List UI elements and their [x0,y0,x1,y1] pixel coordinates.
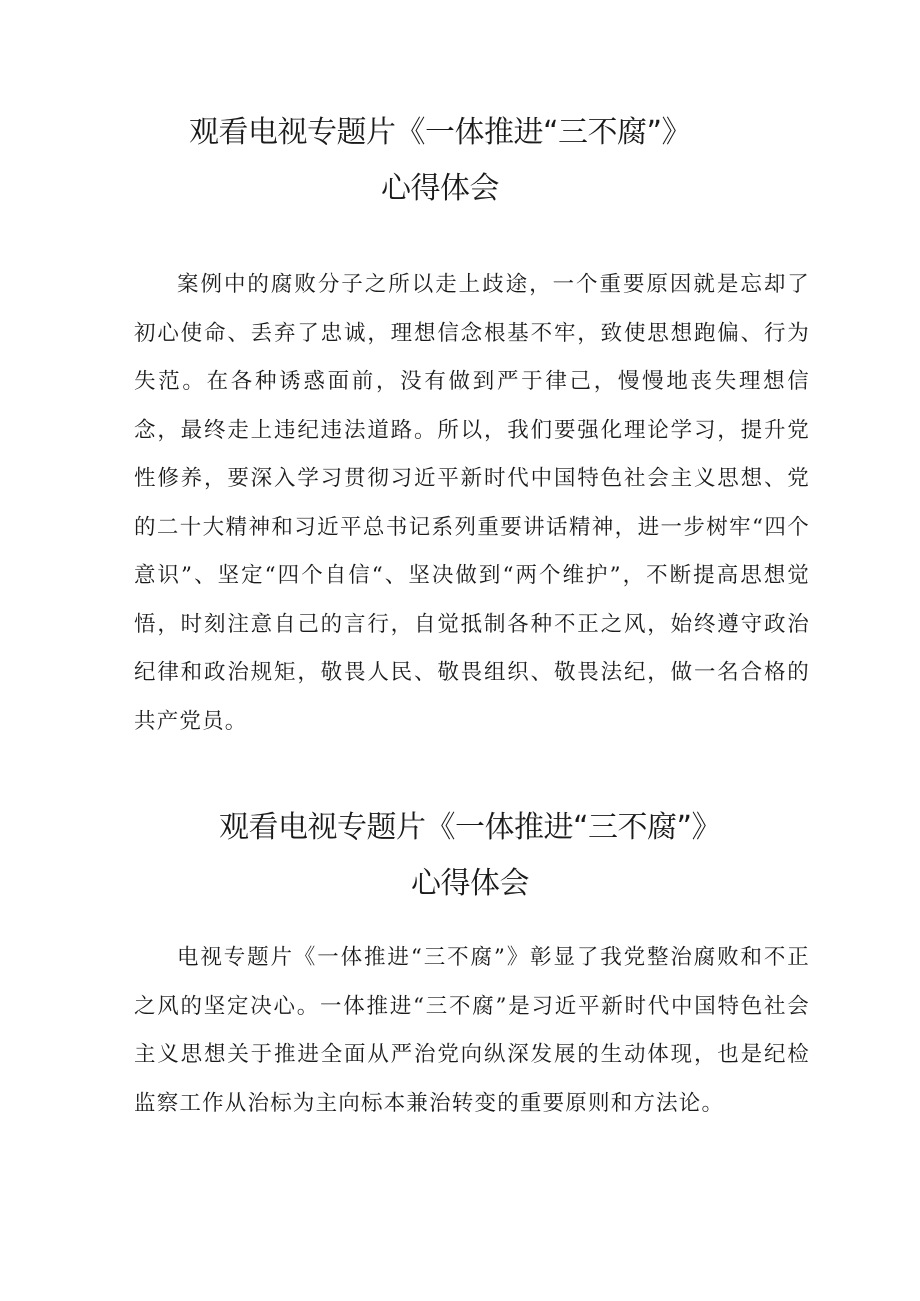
section-title-2-line-2: 心得体会 [411,866,529,901]
section-title-1-line-1: 观看电视专题片《一体推进“三不腐”》 [188,115,692,150]
section-paragraph-1: 案例中的腐败分子之所以走上歧途，一个重要原因就是忘却了初心使命、丢弃了忠诚，理想信念根基不牢，致使思想跑偏、行为失范。在各种诱惑面前，没有做到严于律己，慢慢地丧失理想信念，最终走上违纪违法道路。所以，我们要强化理论学习，提升党性修养，要深入学习贯彻习近平新时代中国特色社会主义思想、党的二十大精神和习近平总书记系列重要讲话精神，进一步树牢“四个意识”、坚定“四个自信“、坚决做到“两个维护”，不断提高思想觉悟，时刻注意自己的言行，自觉抵制各种不正之风，始终遵守政治纪律和政治规矩，敬畏人民、敬畏组织、敬畏法纪，做一名合格的共产党员。 [134,272,810,734]
section-title-2-line-1: 观看电视专题片《一体推进“三不腐”》 [218,810,722,845]
section-title-1-line-2: 心得体会 [381,171,499,206]
section-title-1 [100,105,780,217]
section-paragraph-2: 电视专题片《一体推进“三不腐”》彰显了我党整治腐败和不正之风的坚定决心。一体推进“三不腐”是习近平新时代中国特色社会主义思想关于推进全面从严治党向纵深发展的生动体现，也是纪检监察工作从治标为主向标本兼治转变的重要原则和方法论。 [134,945,810,1116]
section-title-2 [120,800,820,912]
